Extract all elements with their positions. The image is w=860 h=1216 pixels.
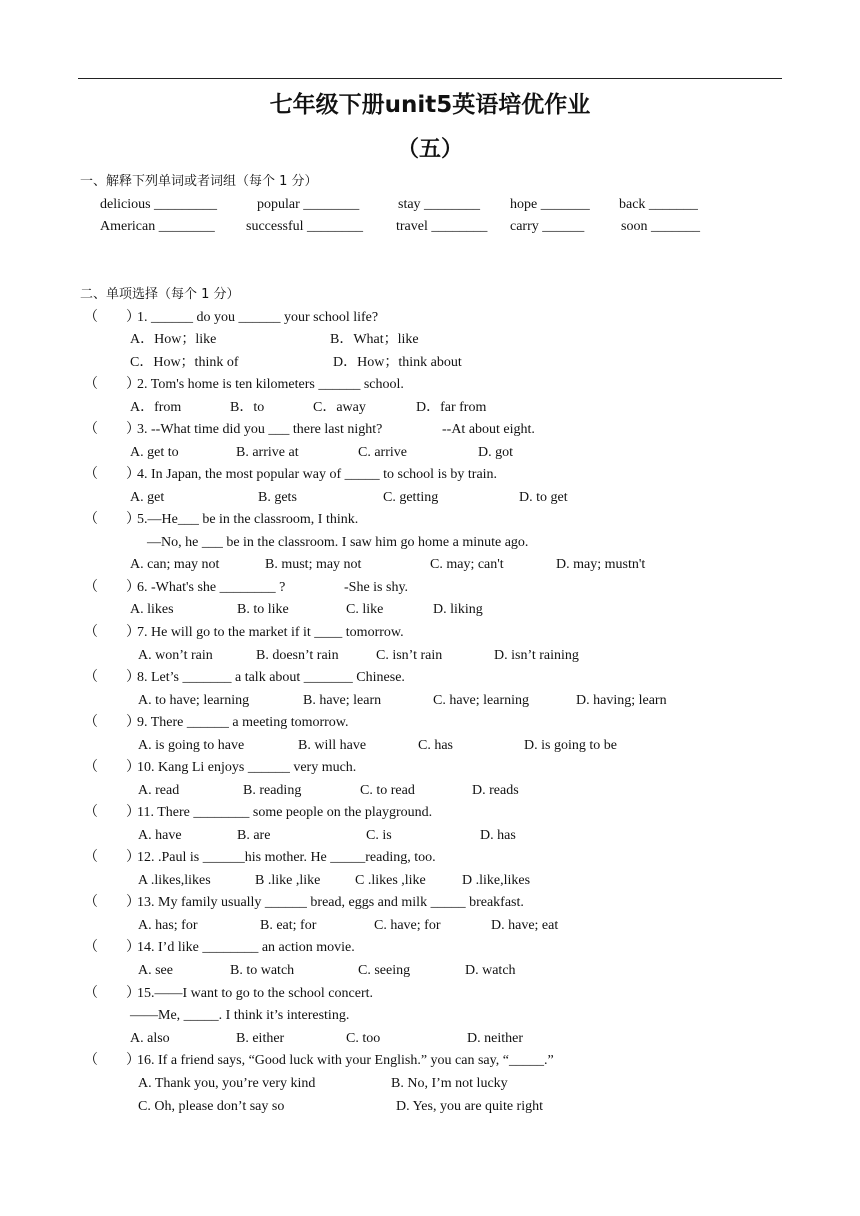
answer-paren: （ ） xyxy=(84,310,140,325)
option: C. have; for xyxy=(374,918,441,933)
option: A .likes,likes xyxy=(138,873,211,888)
option: A. Thank you, you’re very kind xyxy=(138,1076,316,1091)
option: D. has xyxy=(480,828,516,843)
option: A. see xyxy=(138,963,173,978)
option: C. too xyxy=(346,1031,381,1046)
option: A. have xyxy=(138,828,182,843)
answer-paren: （ ） xyxy=(84,895,140,910)
vocab-item: hope _______ xyxy=(510,197,590,212)
answer-paren: （ ） xyxy=(84,422,140,437)
question-stem: 11. There ________ some people on the playground. xyxy=(137,805,433,820)
option: D. neither xyxy=(467,1031,523,1046)
option: A. get to xyxy=(130,445,179,460)
option: D. watch xyxy=(465,963,516,978)
option: D. to get xyxy=(519,490,568,505)
vocab-item: back _______ xyxy=(619,197,698,212)
option: D. may; mustn't xyxy=(556,557,646,572)
option: C．How；think of xyxy=(130,355,239,370)
answer-paren: （ ） xyxy=(84,940,140,955)
option: D. having; learn xyxy=(576,693,667,708)
option: C. seeing xyxy=(358,963,411,978)
question-stem: 12. .Paul is ______his mother. He _____reading, too. xyxy=(137,850,436,865)
answer-paren: （ ） xyxy=(84,625,140,640)
vocab-item: travel ________ xyxy=(396,219,488,234)
option: B. arrive at xyxy=(236,445,299,460)
vocab-item: popular ________ xyxy=(257,197,360,212)
question-stem: 7. He will go to the market if it ____ tomorrow. xyxy=(137,625,404,640)
question-stem: 4. In Japan, the most popular way of _____ to school is by train. xyxy=(137,467,498,482)
question-stem: 9. There ______ a meeting tomorrow. xyxy=(137,715,349,730)
vocab-item: carry ______ xyxy=(510,219,585,234)
option: D. isn’t raining xyxy=(494,648,579,663)
vocab-item: successful ________ xyxy=(246,219,364,234)
question-stem: 1. ______ do you ______ your school life? xyxy=(137,310,379,325)
option: B. No, I’m not lucky xyxy=(391,1076,508,1091)
option: C. isn’t rain xyxy=(376,648,443,663)
question-stem: 2. Tom's home is ten kilometers ______ school. xyxy=(137,377,404,392)
option: B. to watch xyxy=(230,963,295,978)
option: A. to have; learning xyxy=(138,693,250,708)
option: B. eat; for xyxy=(260,918,317,933)
option: D .like,likes xyxy=(462,873,531,888)
vocab-item: American ________ xyxy=(100,219,215,234)
option: D. is going to be xyxy=(524,738,617,753)
option: A．from xyxy=(130,400,182,415)
question-stem: 16. If a friend says, “Good luck with your English.” you can say, “_____.” xyxy=(137,1053,554,1068)
option: C. has xyxy=(418,738,453,753)
option: C．away xyxy=(313,400,366,415)
option: C. to read xyxy=(360,783,415,798)
option: B. gets xyxy=(258,490,297,505)
answer-paren: （ ） xyxy=(84,580,140,595)
option: D. Yes, you are quite right xyxy=(396,1099,543,1114)
option: A. has; for xyxy=(138,918,198,933)
option: B．to xyxy=(230,400,265,415)
option: A. also xyxy=(130,1031,170,1046)
option: C. arrive xyxy=(358,445,407,460)
option: B. to like xyxy=(237,602,289,617)
question-stem: 5.—He___ be in the classroom, I think. xyxy=(137,512,359,527)
option: D. got xyxy=(478,445,513,460)
option: B. will have xyxy=(298,738,367,753)
answer-paren: （ ） xyxy=(84,467,140,482)
section1-heading: 一、解释下列单词或者词组（每个 1 分） xyxy=(80,174,318,189)
option: C. getting xyxy=(383,490,439,505)
vocab-item: delicious _________ xyxy=(100,197,218,212)
option: D．How；think about xyxy=(333,355,462,370)
option: B．What；like xyxy=(330,332,419,347)
option: A. read xyxy=(138,783,180,798)
option: B. are xyxy=(237,828,271,843)
option: B. have; learn xyxy=(303,693,382,708)
option: A. get xyxy=(130,490,165,505)
question-stem-line2: ——Me, _____. I think it’s interesting. xyxy=(130,1008,350,1023)
question-stem-line2: —No, he ___ be in the classroom. I saw him go home a minute ago. xyxy=(147,535,529,550)
answer-paren: （ ） xyxy=(84,715,140,730)
question-stem: 3. --What time did you ___ there last night? xyxy=(137,422,383,437)
option: B. either xyxy=(236,1031,285,1046)
question-stem-response: --At about eight. xyxy=(442,422,535,437)
answer-paren: （ ） xyxy=(84,760,140,775)
option: D. reads xyxy=(472,783,519,798)
page-subtitle: （五） xyxy=(396,137,463,162)
answer-paren: （ ） xyxy=(84,512,140,527)
answer-paren: （ ） xyxy=(84,377,140,392)
option: B. reading xyxy=(243,783,302,798)
vocab-item: stay ________ xyxy=(398,197,481,212)
answer-paren: （ ） xyxy=(84,1053,140,1068)
option: B. must; may not xyxy=(265,557,362,572)
question-stem-response: -She is shy. xyxy=(344,580,409,595)
option: C. have; learning xyxy=(433,693,530,708)
option: D. have; eat xyxy=(491,918,559,933)
option: C .likes ,like xyxy=(355,873,426,888)
question-stem: 6. -What's she ________ ? xyxy=(137,580,286,595)
option: C. Oh, please don’t say so xyxy=(138,1099,285,1114)
answer-paren: （ ） xyxy=(84,805,140,820)
option: C. is xyxy=(366,828,392,843)
option: D．far from xyxy=(416,400,487,415)
option: D. liking xyxy=(433,602,483,617)
option: B. doesn’t rain xyxy=(256,648,339,663)
vocab-item: soon _______ xyxy=(621,219,700,234)
answer-paren: （ ） xyxy=(84,850,140,865)
option: B .like ,like xyxy=(255,873,321,888)
option: A．How；like xyxy=(130,332,217,347)
option: A. likes xyxy=(130,602,174,617)
option: A. can; may not xyxy=(130,557,220,572)
question-stem: 10. Kang Li enjoys ______ very much. xyxy=(137,760,357,775)
option: C. may; can't xyxy=(430,557,504,572)
answer-paren: （ ） xyxy=(84,986,140,1001)
option: A. is going to have xyxy=(138,738,245,753)
question-stem: 8. Let’s _______ a talk about _______ Chinese. xyxy=(137,670,405,685)
question-stem: 14. I’d like ________ an action movie. xyxy=(137,940,355,955)
top-rule xyxy=(78,78,782,79)
option: C. like xyxy=(346,602,384,617)
question-stem: 13. My family usually ______ bread, eggs and milk _____ breakfast. xyxy=(137,895,524,910)
answer-paren: （ ） xyxy=(84,670,140,685)
question-stem: 15.——I want to go to the school concert. xyxy=(137,986,374,1001)
page-title: 七年级下册unit5英语培优作业 xyxy=(269,92,591,118)
option: A. won’t rain xyxy=(138,648,213,663)
section2-heading: 二、单项选择（每个 1 分） xyxy=(80,287,240,302)
